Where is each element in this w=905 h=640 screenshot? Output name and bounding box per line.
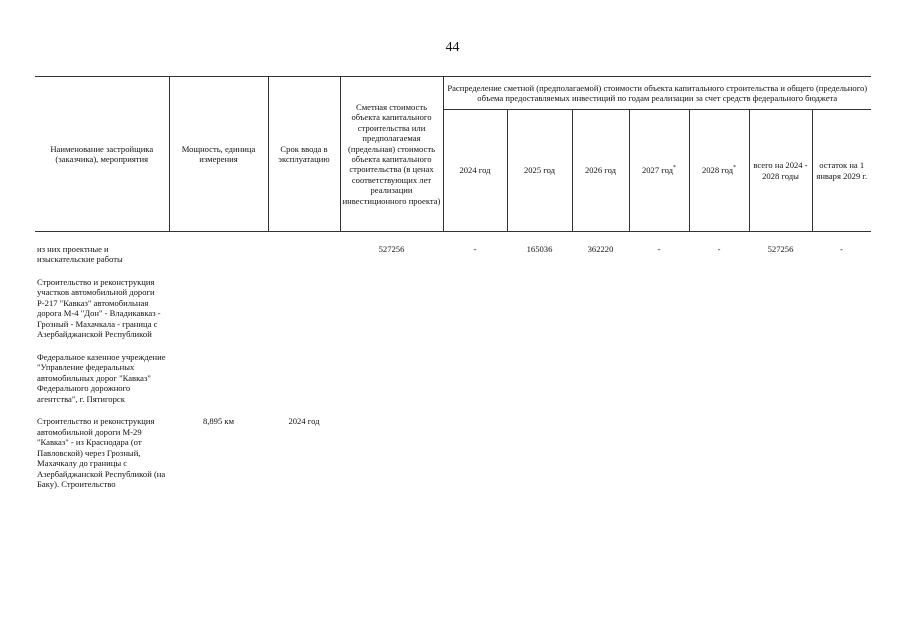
- row-name: Строительство и реконструкция участков автомобильной дороги Р-217 "Кавказ" автомобильная дорога М-4 "Дон" - Владикавказ - Грозный - Махачкала - граница с Азербайджанской Республикой: [37, 276, 161, 340]
- row-remainder: [812, 277, 871, 340]
- row-remainder: -: [840, 244, 843, 254]
- row-remainder: [812, 352, 871, 404]
- row-value-2027: [629, 352, 689, 404]
- header-total: всего на 2024 - 2028 годы: [749, 110, 812, 232]
- header-name: Наименование застройщика (заказчика), мероприятия: [35, 77, 169, 232]
- row-value-2024: [443, 416, 507, 489]
- row-value-2026: [572, 352, 629, 404]
- header-distribution: Распределение сметной (предполагаемой) стоимости объекта капитального строительства и общего (предельного) объема предоставляемых инвестиций по годам реализации за счет средств федерального бюджета: [443, 77, 871, 110]
- header-cost: Сметная стоимость объекта капитального строительства или предполагаемая (предельная) стоимость объекта капитального строительства (в ценах соответствующих лет реализации инвестиционного проекта): [340, 77, 443, 232]
- row-remainder: [812, 416, 871, 489]
- table-row: [35, 277, 871, 340]
- row-value-2027: [629, 416, 689, 489]
- row-value-2028: -: [717, 244, 721, 254]
- row-cost: [340, 416, 443, 489]
- row-deadline: 2024 год: [288, 416, 320, 427]
- row-deadline: [268, 352, 340, 404]
- row-total: 527256: [767, 244, 794, 254]
- row-capacity: [169, 244, 268, 265]
- table-header: [35, 77, 871, 232]
- table-body: [35, 232, 871, 490]
- row-cost: [340, 352, 443, 404]
- row-value-2026: 362220: [587, 244, 614, 254]
- row-capacity: 8,895 км: [202, 416, 235, 427]
- row-value-2024: [443, 277, 507, 340]
- row-value-2025: [507, 416, 572, 489]
- header-year: 2025 год: [507, 110, 572, 232]
- row-value-2025: [507, 352, 572, 404]
- investment-table: [35, 76, 871, 490]
- row-name: Федеральное казенное учреждение "Управление федеральных автомобильных дорог "Кавказ" Федерального дорожного агентства", г. Пятигорск: [37, 351, 166, 404]
- row-value-2025: 165036: [526, 244, 553, 254]
- row-value-2028: [689, 277, 749, 340]
- table-row: [35, 416, 871, 489]
- row-value-2024: [443, 352, 507, 404]
- row-capacity: [169, 277, 268, 340]
- table-row: [35, 244, 871, 265]
- row-value-2026: [572, 277, 629, 340]
- header-deadline: Срок ввода в эксплуатацию: [268, 77, 340, 232]
- row-value-2026: [572, 416, 629, 489]
- row-value-2028: [689, 416, 749, 489]
- row-total: [749, 416, 812, 489]
- header-remainder: остаток на 1 января 2029 г.: [812, 110, 871, 232]
- row-total: [749, 277, 812, 340]
- row-value-2027: [629, 277, 689, 340]
- row-deadline: [268, 277, 340, 340]
- header-year: 2026 год: [572, 110, 629, 232]
- row-name: из них проектные и изыскательские работы: [37, 244, 123, 265]
- row-cost: [340, 277, 443, 340]
- header-capacity: Мощность, единица измерения: [169, 77, 268, 232]
- row-name: Строительство и реконструкция автомобильной дороги М-29 "Кавказ" - из Краснодара (от Павловской) через Грозный, Махачкалу до границы с Азербайджанской Республикой (на Баку). Строительство: [37, 416, 166, 490]
- row-value-2024: -: [473, 244, 477, 254]
- header-year: 2027 год*: [629, 110, 689, 232]
- row-total: [749, 352, 812, 404]
- row-capacity: [169, 352, 268, 404]
- header-year: 2024 год: [443, 110, 507, 232]
- page-number: 44: [445, 40, 460, 55]
- row-deadline: [268, 244, 340, 265]
- row-value-2028: [689, 352, 749, 404]
- table-row: [35, 352, 871, 404]
- row-cost: 527256: [378, 244, 405, 254]
- row-value-2025: [507, 277, 572, 340]
- header-year: 2028 год*: [689, 110, 749, 232]
- row-value-2027: -: [657, 244, 661, 254]
